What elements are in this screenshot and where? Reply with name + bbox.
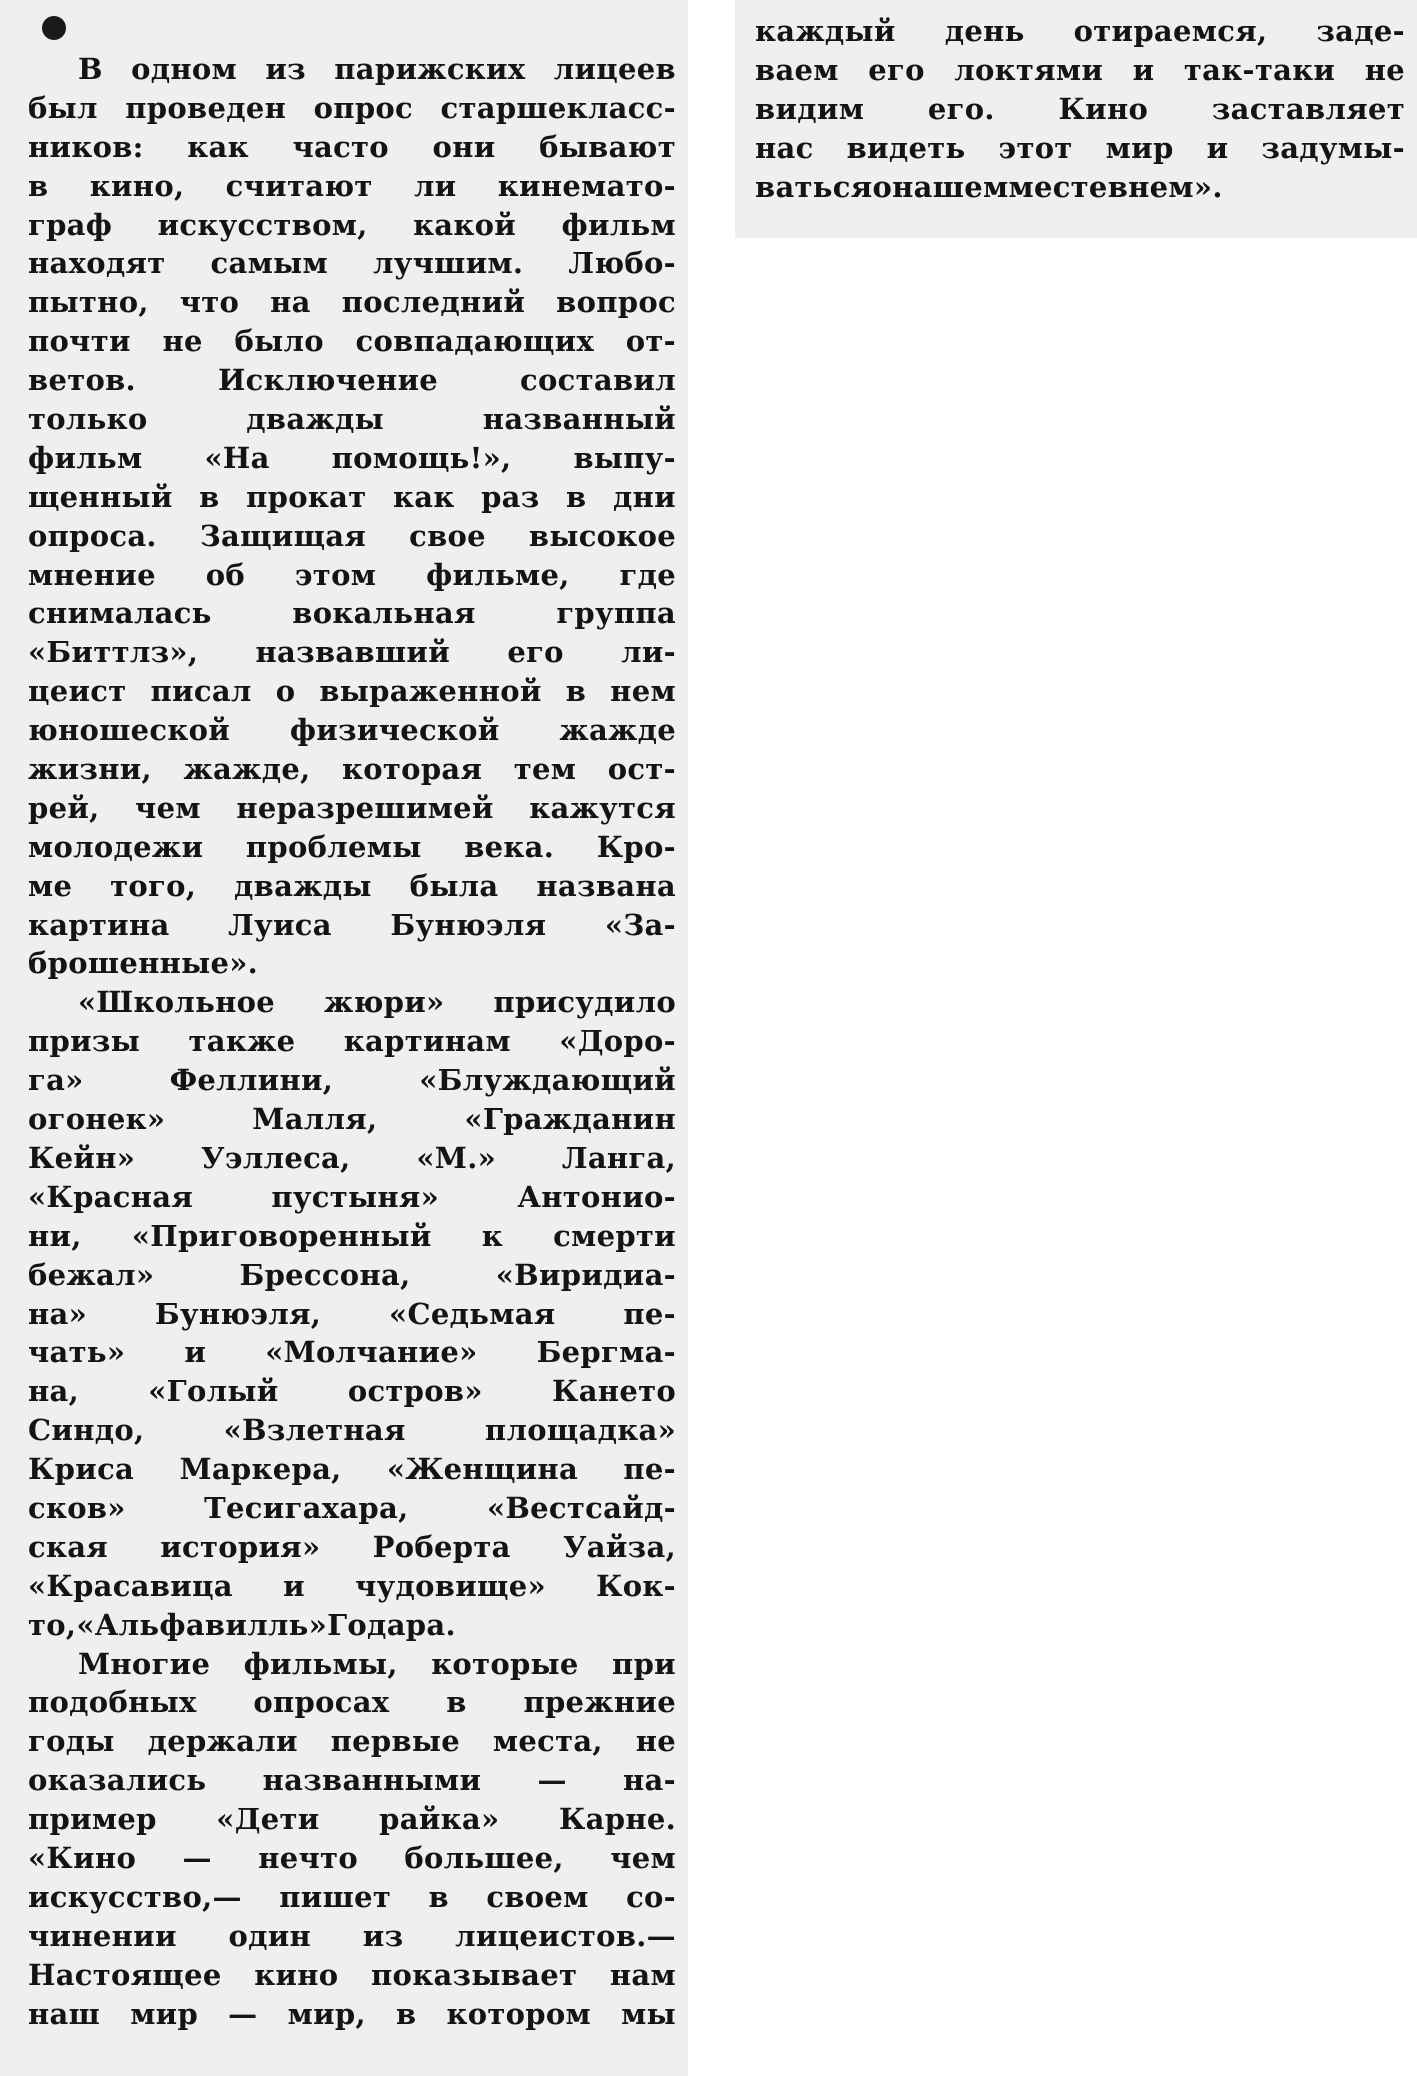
text-line: Криса Маркера, «Женщина пе- [28,1452,676,1487]
text-line: годы держали первые места, не [28,1724,676,1759]
text-line: искусство,— пишет в своем со- [28,1879,676,1914]
text-line: граф искусством, какой фильм [28,207,676,242]
text-line: «Кино — нечто большее, чем [28,1840,676,1875]
text-line: видим его. Кино заставляет [755,91,1405,126]
text-line: ваем его локтями и так-таки не [755,52,1405,87]
text-line: на» Бунюэля, «Седьмая пе- [28,1296,676,1331]
text-line: чинении один из лицеистов.— [28,1918,676,1953]
text-line: ветов. Исключение составил [28,363,676,398]
bullet-dot-icon [42,16,66,40]
text-line: Синдо, «Взлетная площадка» [28,1413,676,1448]
text-line: га» Феллини, «Блуждающий [28,1063,676,1098]
text-line: Многие фильмы, которые при [78,1646,676,1681]
text-line: щенный в прокат как раз в дни [28,479,676,514]
text-line: ни, «Приговоренный к смерти [28,1218,676,1253]
text-line: огонек» Малля, «Гражданин [28,1102,676,1137]
text-line: Кейн» Уэллеса, «М.» Ланга, [28,1140,676,1175]
text-line: то, «Альфавилль» Годара. [28,1607,456,1642]
text-line: в кино, считают ли кинемато- [28,168,676,203]
text-line: В одном из парижских лицеев [78,52,676,86]
article-column-right [735,0,1417,238]
text-line: юношеской физической жажде [28,713,676,748]
article-column-left [0,0,688,2076]
text-line: нас видеть этот мир и задумы- [755,130,1405,165]
text-line: чать» и «Молчание» Бергма- [28,1335,676,1370]
text-line: молодежи проблемы века. Кро- [28,829,676,864]
text-line: снималась вокальная группа [28,596,676,631]
text-line: пример «Дети райка» Карне. [28,1802,676,1837]
text-line: «Красавица и чудовище» Кок- [28,1568,676,1603]
left-column-text [28,50,676,2033]
text-line: мнение об этом фильме, где [28,557,676,592]
text-line: ваться о нашем месте в нем». [755,169,1223,204]
text-line: наш мир — мир, в котором мы [28,1996,676,2031]
text-line: оказались названными — на- [28,1763,676,1798]
text-line: почти не было совпадающих от- [28,324,676,359]
text-line: призы также картинам «Доро- [28,1024,676,1059]
text-line: жизни, жажде, которая тем ост- [28,752,676,787]
text-line: «Красная пустыня» Антонио- [28,1179,676,1214]
text-line: ников: как часто они бывают [28,129,676,164]
text-line: был проведен опрос старшекласс- [28,90,676,125]
text-line: брошенные». [28,946,259,981]
text-line: сков» Тесигахара, «Вестсайд- [28,1490,676,1525]
text-line: на, «Голый остров» Кането [28,1374,676,1409]
text-line: опроса. Защищая свое высокое [28,518,676,553]
text-line: «Школьное жюри» присудило [78,985,676,1020]
text-line: «Биттлз», назвавший его ли- [28,635,676,670]
text-line: подобных опросах в прежние [28,1685,676,1720]
text-line: рей, чем неразрешимей кажутся [28,790,676,825]
text-line: цеист писал о выраженной в нем [28,674,676,709]
text-line: пытно, что на последний вопрос [28,285,676,320]
text-line: находят самым лучшим. Любо- [28,246,676,281]
text-line: фильм «На помощь!», выпу- [28,440,676,475]
text-line: ме того, дважды была названа [28,868,676,903]
text-line: ская история» Роберта Уайза, [28,1529,676,1564]
text-line: бежал» Брессона, «Виридиа- [28,1257,676,1292]
text-line: Настоящее кино показывает нам [28,1957,676,1992]
text-line: картина Луиса Бунюэля «За- [28,907,676,942]
text-line: только дважды названный [28,402,676,437]
right-column-text [755,12,1405,206]
text-line: каждый день отираемся, заде- [755,14,1405,48]
